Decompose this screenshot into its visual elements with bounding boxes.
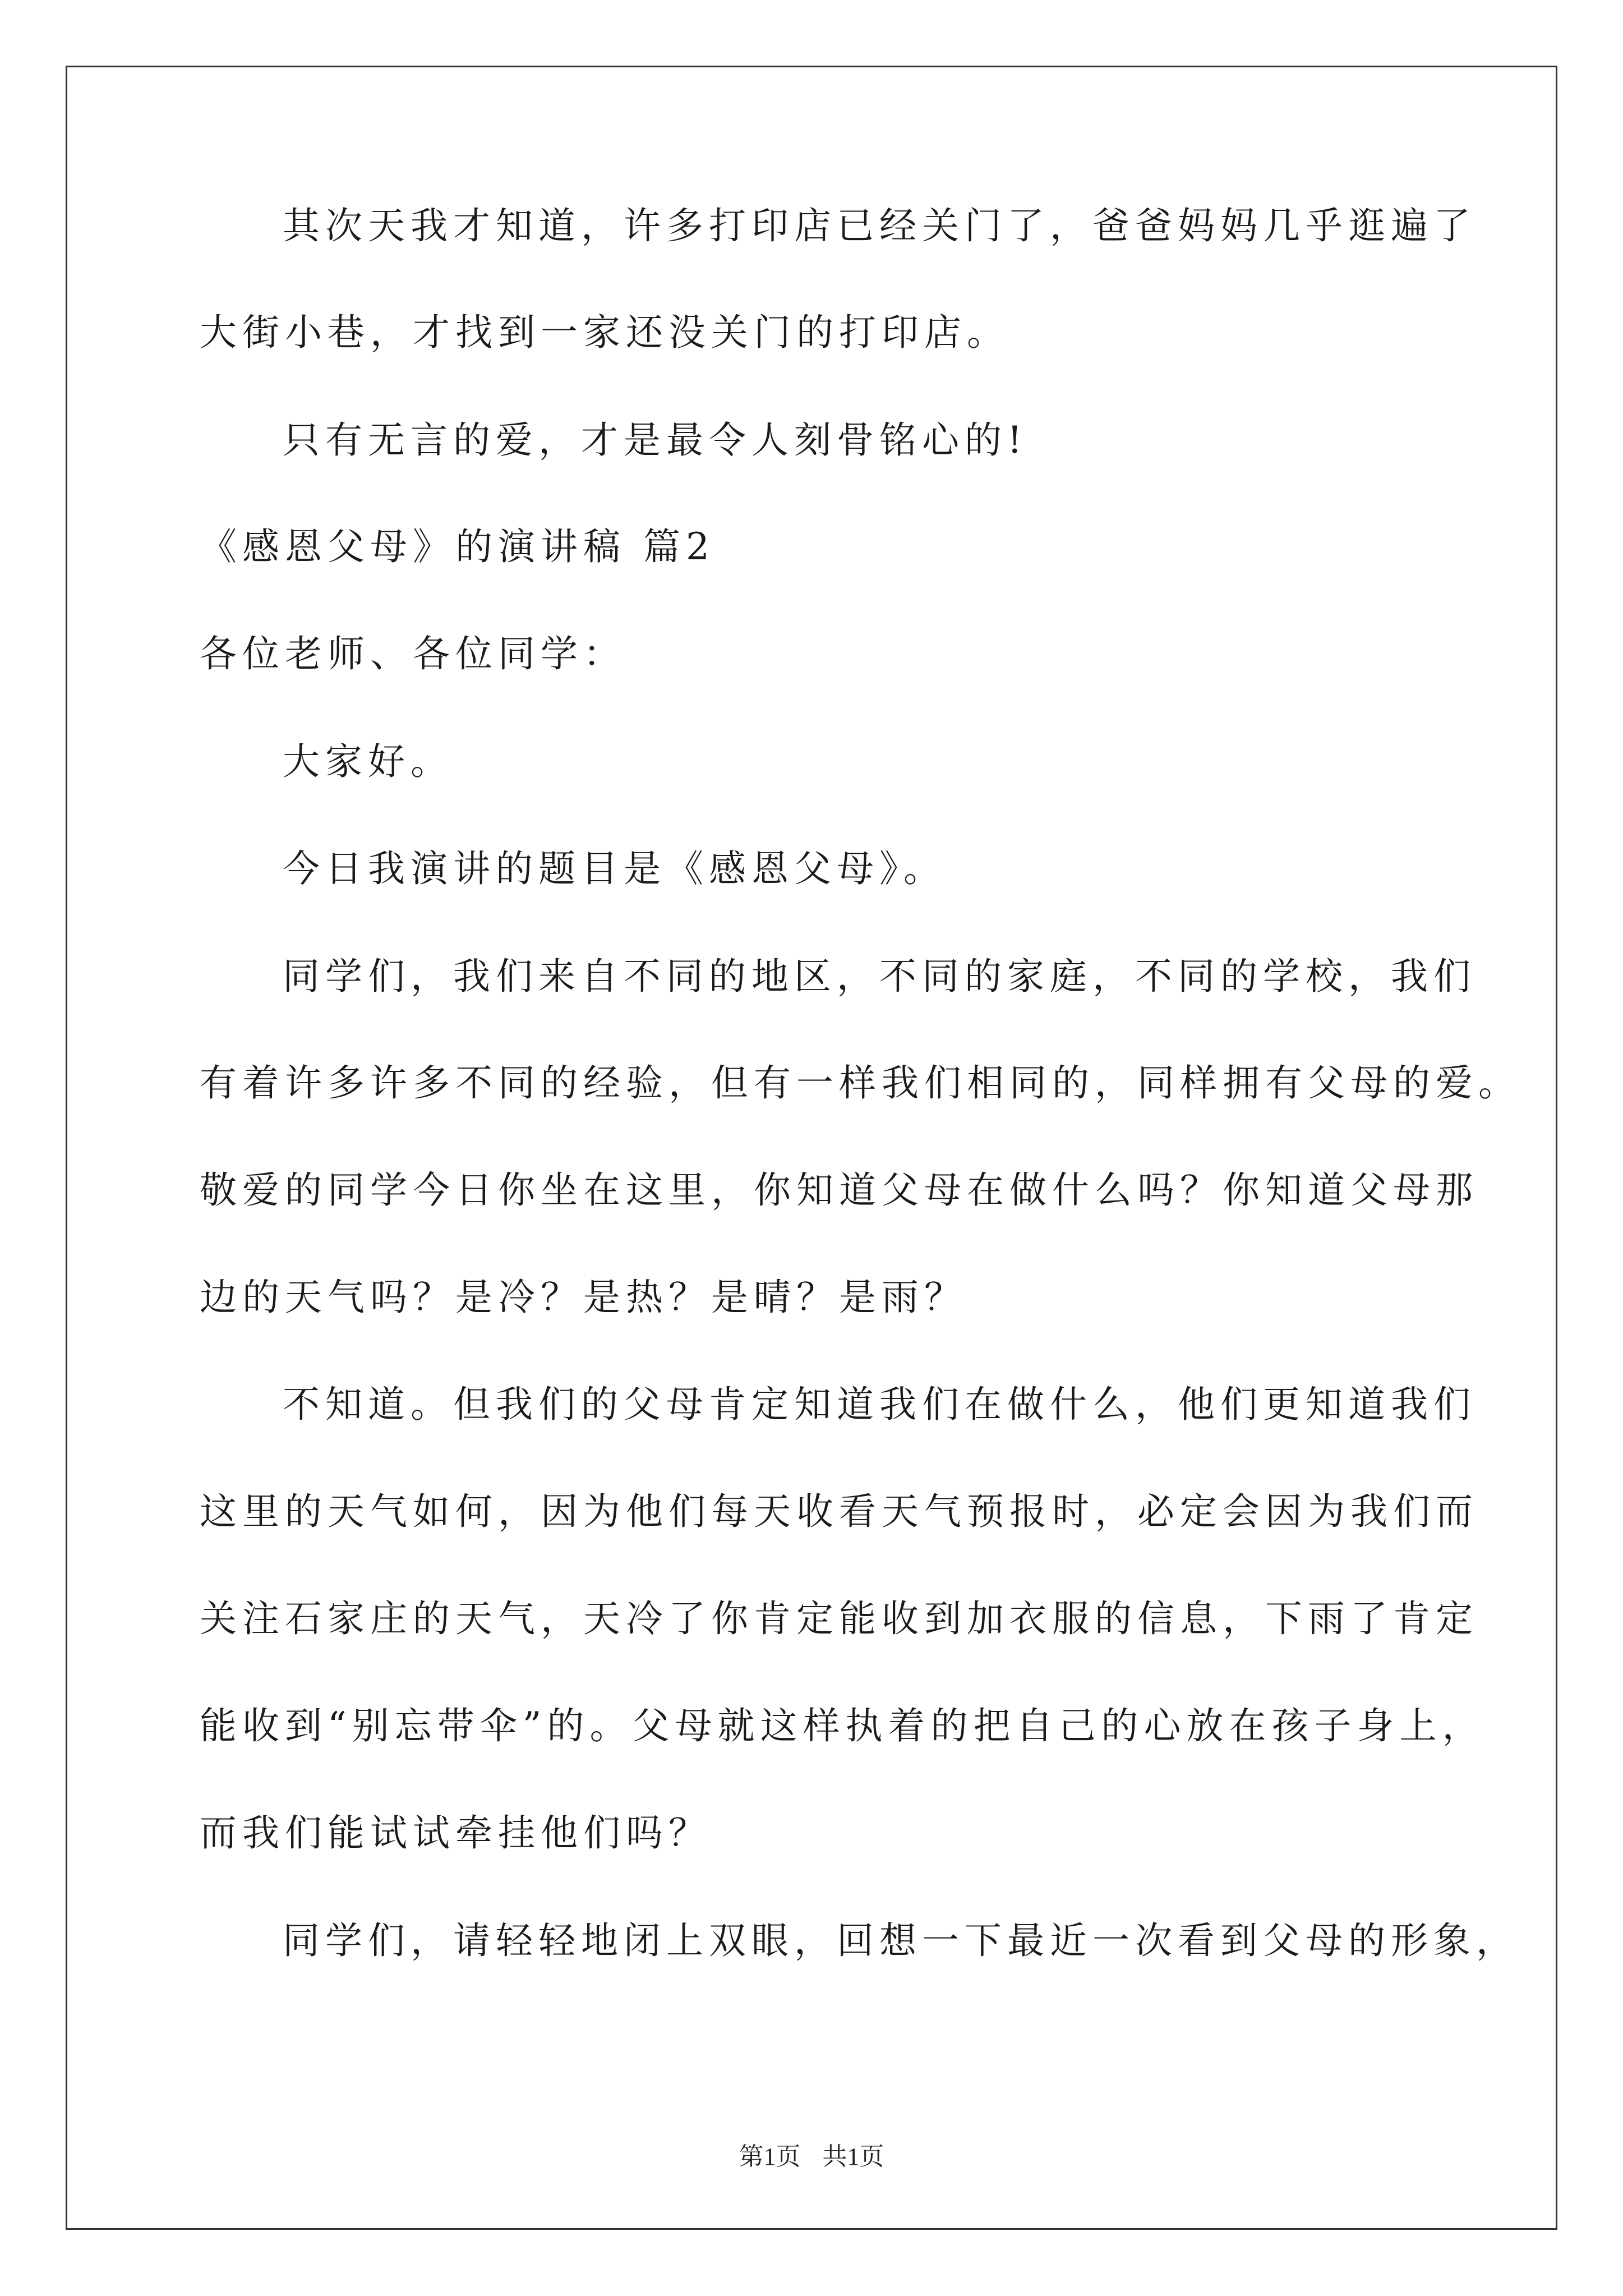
paragraph-line: 关注石家庄的天气，天冷了你肯定能收到加衣服的信息，下雨了肯定 [200,1597,1478,1640]
paragraph-line: 只有无言的爱，才是最令人刻骨铭心的! [283,418,1028,462]
page-border [66,66,1557,2230]
page-footer [0,2136,1623,2172]
paragraph-line: 同学们，请轻轻地闭上双眼，回想一下最近一次看到父母的形象， [283,1919,1519,1962]
page-number-current: 第1页 [739,2143,801,2170]
paragraph-line: 今日我演讲的题目是《感恩父母》。 [283,847,946,890]
paragraph-line: 这里的天气如何，因为他们每天收看天气预报时，必定会因为我们而 [200,1490,1478,1533]
paragraph-line: 而我们能试试牵挂他们吗？ [200,1811,711,1855]
paragraph-line: 其次天我才知道，许多打印店已经关门了，爸爸妈妈几乎逛遍了 [283,204,1476,247]
page-number-total: 共1页 [822,2143,884,2170]
paragraph-line: 不知道。但我们的父母肯定知道我们在做什么，他们更知道我们 [283,1383,1476,1426]
paragraph-line: 能收到“别忘带伞”的。父母就这样执着的把自己的心放在孩子身上， [200,1704,1485,1747]
paragraph-line: 大家好。 [283,740,453,783]
paragraph-line: 大街小巷，才找到一家还没关门的打印店。 [200,311,1009,354]
paragraph-line: 敬爱的同学今日你坐在这里，你知道父母在做什么吗？你知道父母那 [200,1168,1478,1212]
section-heading: 《感恩父母》的演讲稿 篇2 [200,525,715,568]
paragraph-line: 边的天气吗？是冷？是热？是晴？是雨？ [200,1276,967,1319]
paragraph-line: 有着许多许多不同的经验，但有一样我们相同的，同样拥有父母的爱。 [200,1061,1521,1105]
salutation: 各位老师、各位同学： [200,632,626,675]
paragraph-line: 同学们，我们来自不同的地区，不同的家庭，不同的学校，我们 [283,955,1476,998]
